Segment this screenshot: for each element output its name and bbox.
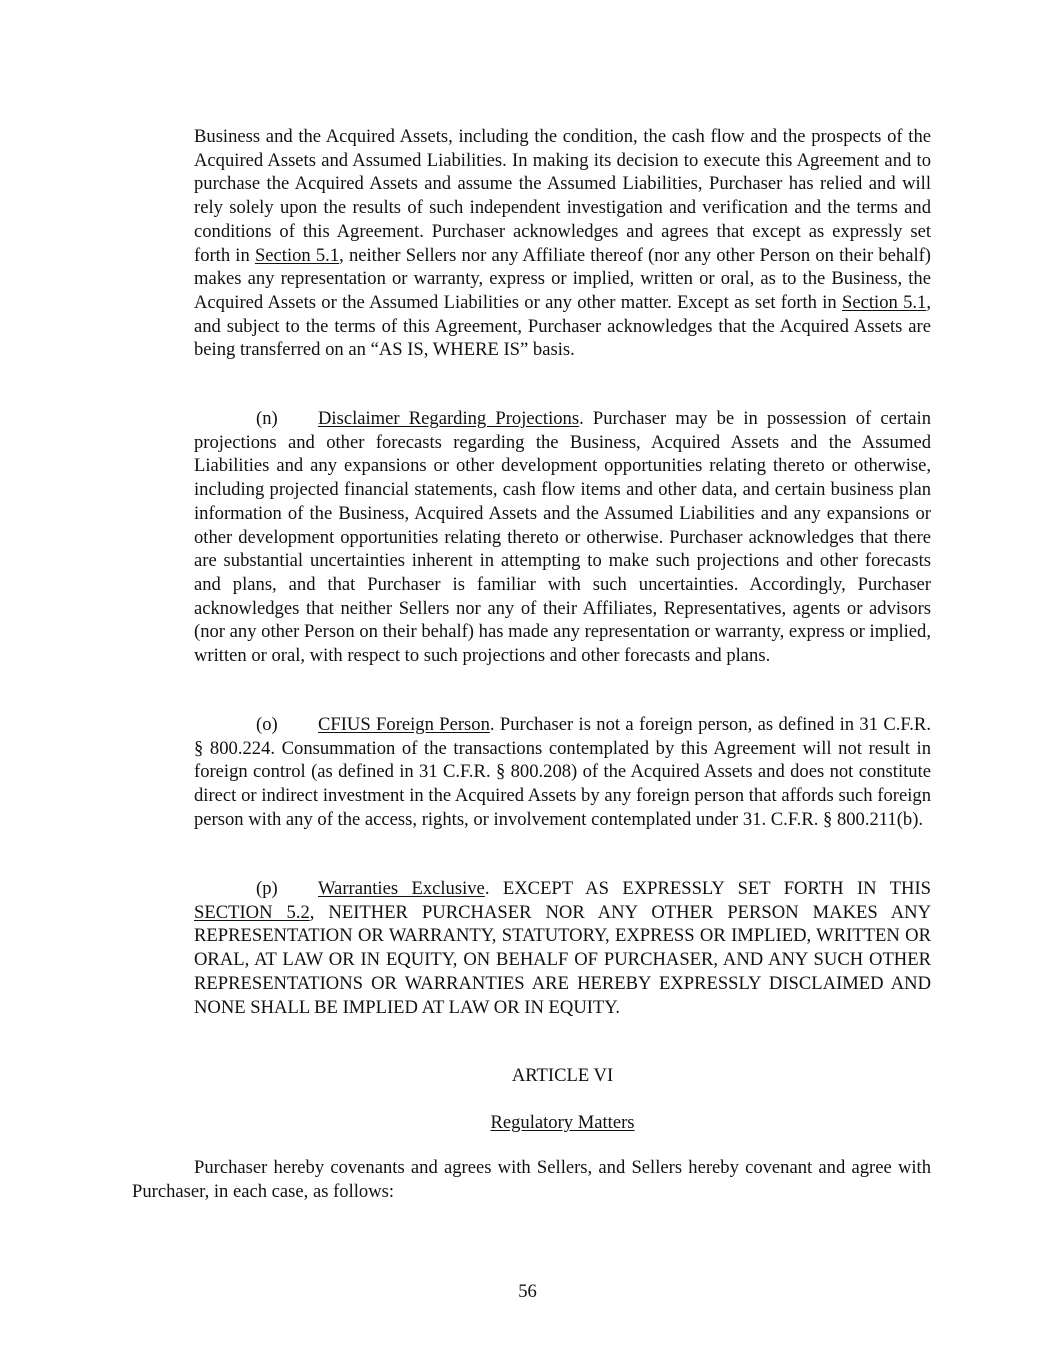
article-title	[194, 1111, 931, 1135]
para-o-label: (o)	[256, 714, 278, 735]
para-o-heading: CFIUS Foreign Person	[318, 714, 490, 735]
para-p-text-2: , NEITHER PURCHASER NOR ANY OTHER PERSON MAKES ANY REPRESENTATION OR WARRANTY, STATUTORY, EXPRESS OR IMPLIED, WRITTEN OR ORAL, AT LAW OR IN EQUITY, ON BEHALF OF PURCHASER, AND ANY SUCH OTHER REPRESENTATIONS OR WARRANTIES ARE HEREBY EXPRESSLY DISCLAIMED AND NONE SHALL BE IMPLIED AT LAW OR IN EQUITY.	[194, 901, 931, 1018]
para-m-text-3: , and subject to the terms of this Agreement, Purchaser acknowledges that the Acquired Assets are being transferred on an “AS IS, WHERE IS” basis.	[194, 291, 931, 361]
para-n-label: (n)	[256, 408, 278, 429]
para-n-heading: Disclaimer Regarding Projections	[318, 408, 580, 429]
section-5-1-reference-2: Section 5.1	[842, 291, 927, 313]
paragraph-p	[194, 877, 931, 1019]
para-n-text: . Purchaser may be in possession of certain projections and other forecasts regarding the Business, Acquired Assets and the Assumed Liabilities and any expansions or other development opportunities relating thereto or otherwise, including projected financial statements, cash flow items and other data, and certain business plan information of the Business, Acquired Assets and the Assumed Liabilities and any expansions or other development opportunities relating thereto or otherwise. Purchaser acknowledges that there are substantial uncertainties inherent in attempting to make such projections and other forecasts and plans, and that Purchaser is familiar with such uncertainties. Accordingly, Purchaser acknowledges that neither Sellers nor any of their Affiliates, Representatives, agents or advisors (nor any other Person on their behalf) has made any representation or warranty, express or implied, written or oral, with respect to such projections and other forecasts and plans.	[194, 408, 931, 667]
article-title-text: Regulatory Matters	[490, 1112, 635, 1133]
paragraph-o	[194, 713, 931, 832]
paragraph-m-continuation	[194, 125, 931, 362]
para-p-text-1: . EXCEPT AS EXPRESSLY SET FORTH IN THIS	[484, 878, 931, 899]
article-intro-paragraph	[132, 1156, 931, 1203]
paragraph-n	[194, 407, 931, 668]
para-m-text-1: Business and the Acquired Assets, including the condition, the cash flow and the prospects of the Acquired Assets and Assumed Liabilities. In making its decision to execute this Agreement and to purchase the Acquired Assets and assume the Assumed Liabilities, Purchaser has relied and will rely solely upon the results of such independent investigation and verification and the terms and conditions of this Agreement. Purchaser acknowledges and agrees that except as expressly set forth in	[194, 126, 931, 266]
article-intro-text: Purchaser hereby covenants and agrees with Sellers, and Sellers hereby covenant and agree with Purchaser, in each case, as follows:	[132, 1157, 931, 1202]
para-o-text: . Purchaser is not a foreign person, as defined in 31 C.F.R. § 800.224. Consummation of the transactions contemplated by this Agreement will not result in foreign control (as defined in 31 C.F.R. § 800.208) of the Acquired Assets and does not constitute direct or indirect investment in the Acquired Assets by any foreign person that affords such foreign person with any of the access, rights, or involvement contemplated under 31. C.F.R. § 800.211(b).	[194, 714, 931, 830]
para-p-heading: Warranties Exclusive	[318, 878, 485, 899]
para-m-text-2: , neither Sellers nor any Affiliate thereof (nor any other Person on their behalf) makes any representation or warranty, express or implied, written or oral, as to the Business, the Acquired Assets or the Assumed Liabilities or any other matter. Except as set forth in	[194, 244, 931, 313]
para-p-label: (p)	[256, 878, 278, 899]
article-number: ARTICLE VI	[511, 1065, 614, 1086]
page-number: 56	[518, 1281, 537, 1302]
section-5-1-reference-1: Section 5.1	[254, 244, 340, 266]
section-5-2-reference: SECTION 5.2	[194, 901, 310, 923]
